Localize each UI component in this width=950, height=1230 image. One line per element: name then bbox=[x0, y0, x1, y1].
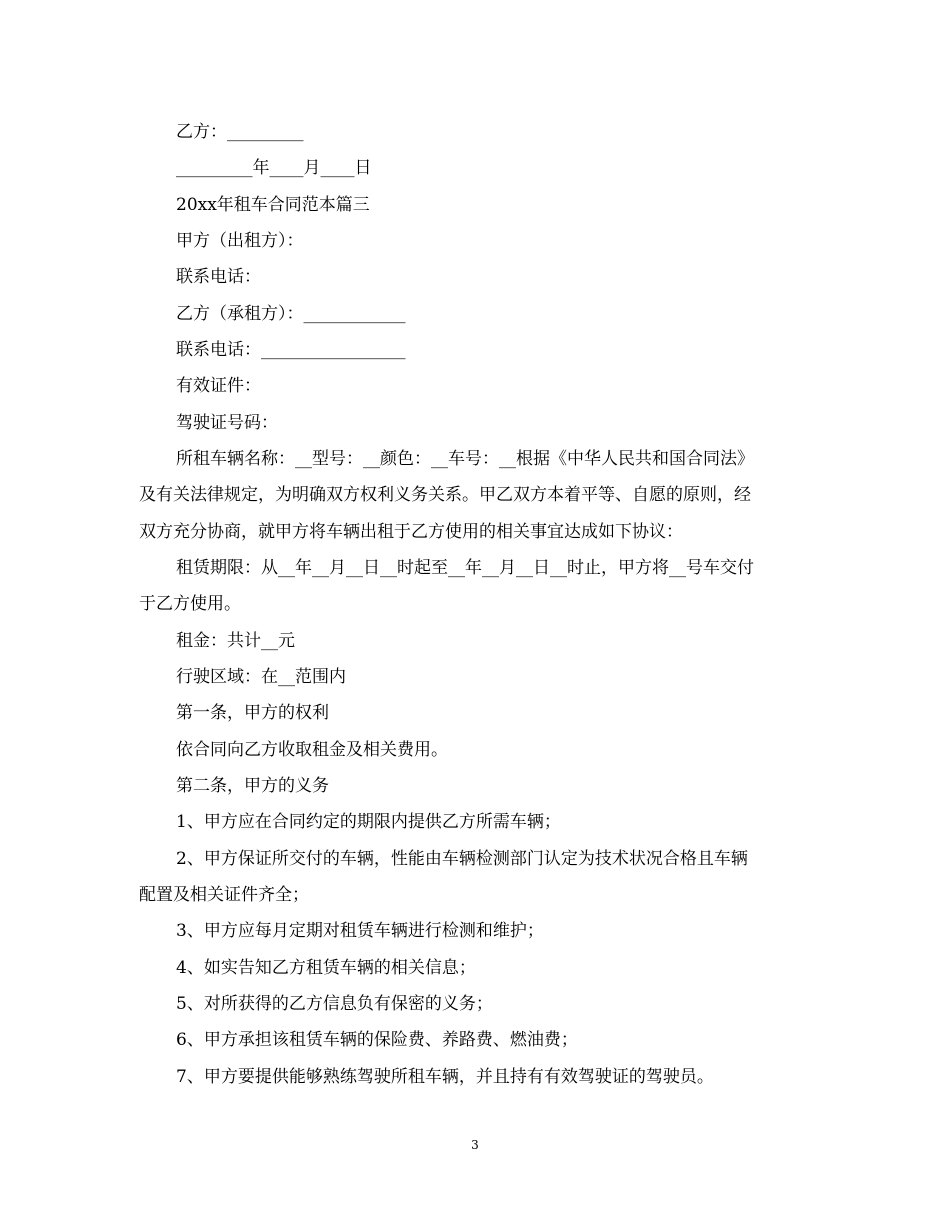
party-a-phone: 联系电话： bbox=[176, 267, 261, 287]
party-b-signature-line: 乙方：_________ bbox=[176, 122, 304, 142]
paragraph-line: 所租车辆名称：__型号：__颜色：__车号：__根据《中华人民共和国合同法》 bbox=[176, 449, 754, 469]
list-item: 2、甲方保证所交付的车辆，性能由车辆检测部门认定为技术状况合格且车辆 bbox=[176, 849, 748, 869]
list-item: 4、如实告知乙方租赁车辆的相关信息； bbox=[176, 958, 476, 978]
paragraph-line: 于乙方使用。 bbox=[139, 594, 241, 614]
list-item: 6、甲方承担该租赁车辆的保险费、养路费、燃油费； bbox=[176, 1030, 578, 1050]
list-item: 1、甲方应在合同约定的期限内提供乙方所需车辆； bbox=[176, 812, 561, 832]
article-heading: 第二条，甲方的义务 bbox=[176, 776, 329, 796]
license-number-line: 驾驶证号码： bbox=[176, 413, 278, 433]
list-item: 7、甲方要提供能够熟练驾驶所租车辆，并且持有有效驾驶证的驾驶员。 bbox=[176, 1067, 714, 1087]
list-item-continuation: 配置及相关证件齐全； bbox=[139, 885, 309, 905]
page-number: 3 bbox=[471, 1138, 479, 1152]
paragraph-line: 双方充分协商，就甲方将车辆出租于乙方使用的相关事宜达成如下协议： bbox=[139, 522, 683, 542]
paragraph-line: 依合同向乙方收取租金及相关费用。 bbox=[176, 740, 448, 760]
list-item: 5、对所获得的乙方信息负有保密的义务； bbox=[176, 994, 493, 1014]
rent-line: 租金：共计__元 bbox=[176, 631, 295, 651]
article-heading: 第一条，甲方的权利 bbox=[176, 703, 329, 723]
paragraph-line: 租赁期限：从__年__月__日__时起至__年__月__日__时止，甲方将__号车交付 bbox=[176, 558, 754, 578]
driving-area-line: 行驶区域：在__范围内 bbox=[176, 667, 346, 687]
paragraph-line: 及有关法律规定，为明确双方权利义务关系。甲乙双方本着平等、自愿的原则，经 bbox=[139, 485, 751, 505]
list-item: 3、甲方应每月定期对租赁车辆进行检测和维护； bbox=[176, 921, 544, 941]
section-heading: 20xx年租车合同范本篇三 bbox=[176, 195, 370, 215]
party-a-label: 甲方（出租方）： bbox=[176, 231, 304, 251]
valid-id-line: 有效证件： bbox=[176, 376, 261, 396]
party-b-label: 乙方（承租方）：____________ bbox=[176, 304, 406, 324]
party-b-phone: 联系电话：_________________ bbox=[176, 340, 406, 360]
date-line: _________年____月____日 bbox=[176, 158, 372, 178]
